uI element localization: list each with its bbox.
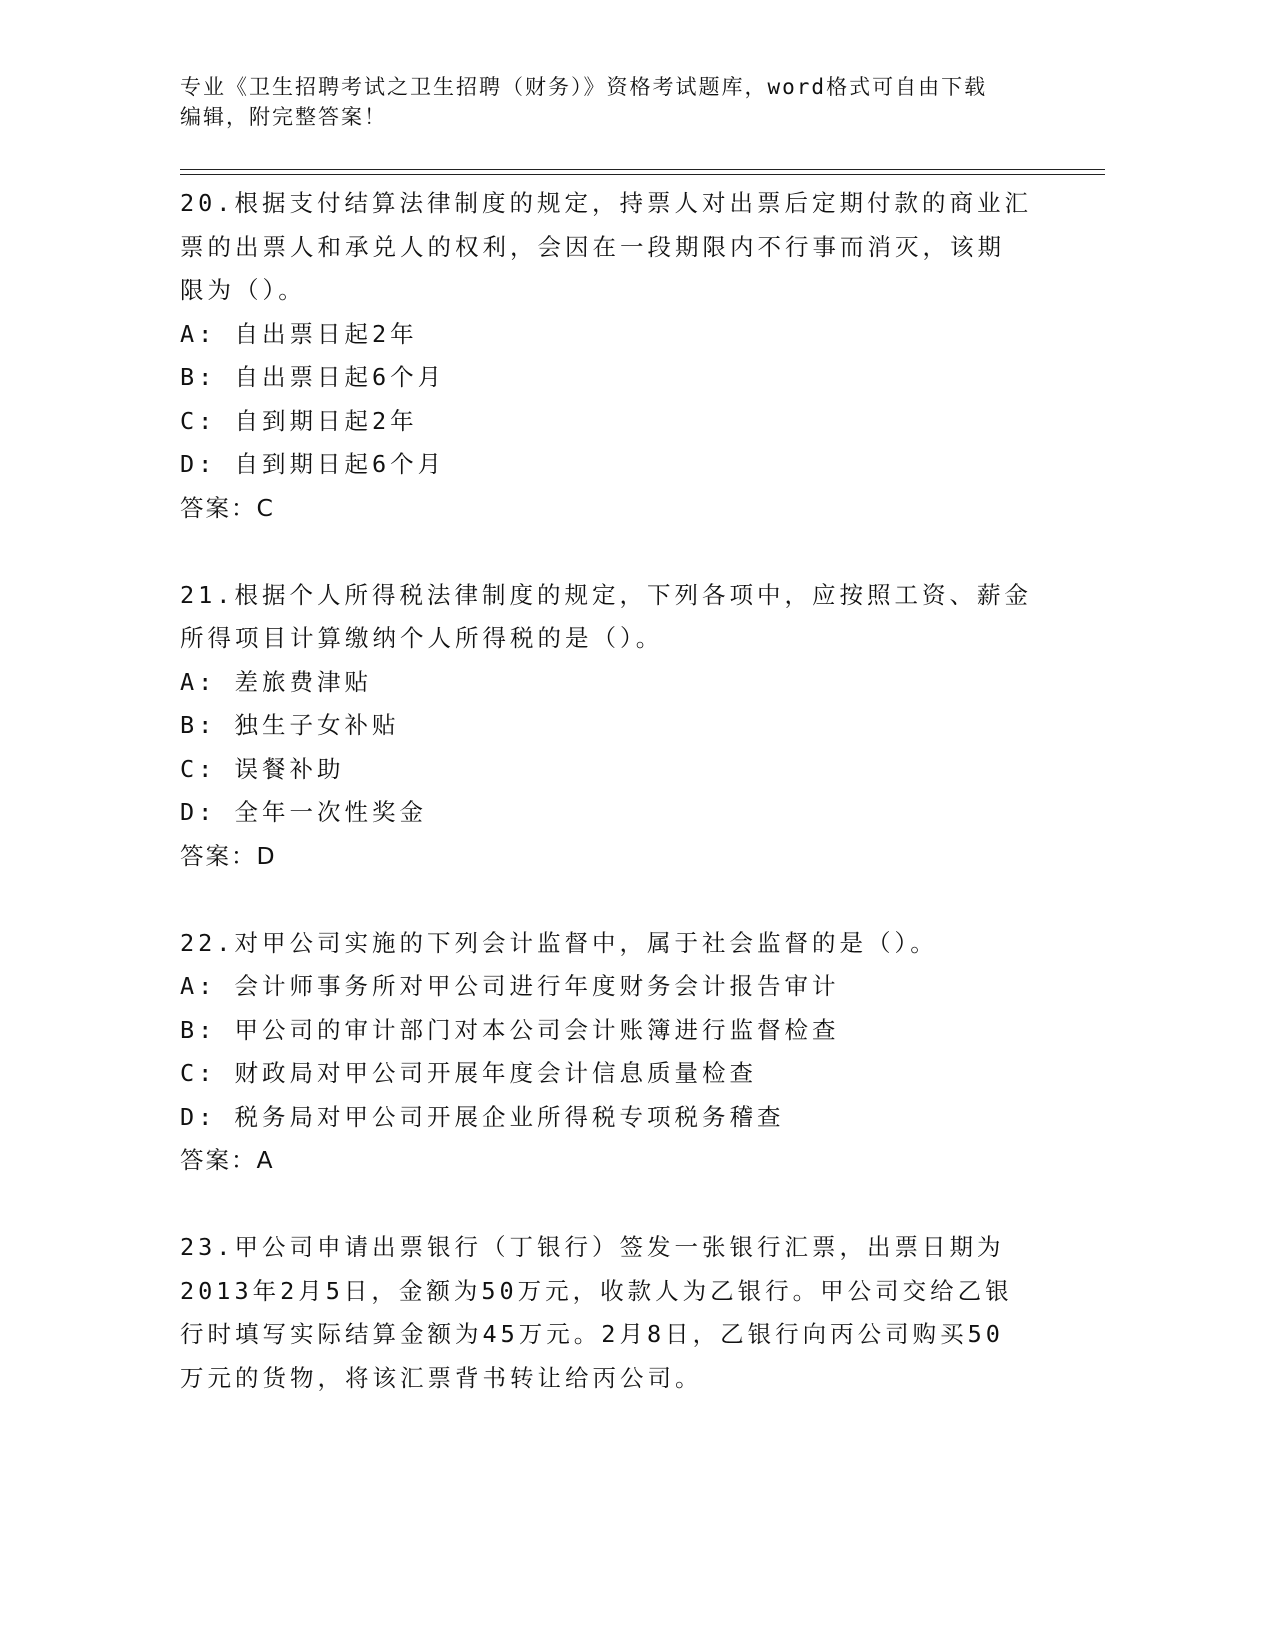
option-a: A: 差旅费津贴 [180,667,372,696]
header-line-1: 专业《卫生招聘考试之卫生招聘（财务）》资格考试题库，word格式可自由下载 [180,75,988,99]
question-stem-line: 行时填写实际结算金额为45万元。2月8日，乙银行向丙公司购买50 [180,1320,1004,1348]
question-stem-line: 23.甲公司申请出票银行（丁银行）签发一张银行汇票，出票日期为 [180,1233,1005,1261]
question-stem-line: 万元的货物，将该汇票背书转让给丙公司。 [180,1363,703,1392]
question-23 [180,1226,1080,1400]
question-stem-line: 票的出票人和承兑人的权利，会因在一段期限内不行事而消灭，该期 [180,232,1005,261]
question-stem-line: 2013年2月5日，金额为50万元，收款人为乙银行。甲公司交给乙银 [180,1276,1013,1305]
option-a: A: 会计师事务所对甲公司进行年度财务会计报告审计 [180,972,840,1000]
option-d: D: 税务局对甲公司开展企业所得税专项税务稽查 [180,1102,785,1131]
question-stem-line: 22.对甲公司实施的下列会计监督中，属于社会监督的是（）。 [180,928,938,957]
option-b: B: 独生子女补贴 [180,711,400,739]
answer-line: 答案：D [180,841,277,870]
question-21 [180,574,1080,922]
question-22 [180,922,1080,1227]
answer-line: 答案：A [180,1146,275,1174]
question-list [180,182,1080,1400]
answer-line: 答案：C [180,493,275,522]
option-b: B: 甲公司的审计部门对本公司会计账簿进行监督检查 [180,1015,840,1044]
option-a: A: 自出票日起2年 [180,319,418,348]
question-stem-line: 20.根据支付结算法律制度的规定，持票人对出票后定期付款的商业汇 [180,189,1032,217]
option-d: D: 自到期日起6个月 [180,450,446,478]
document-header [180,72,1060,132]
header-line-2: 编辑，附完整答案！ [180,105,387,129]
question-stem-line: 所得项目计算缴纳个人所得税的是（）。 [180,624,664,652]
option-c: C: 自到期日起2年 [180,406,418,435]
header-rule-bottom [180,174,1105,175]
question-20 [180,182,1080,574]
option-c: C: 误餐补助 [180,754,345,783]
option-c: C: 财政局对甲公司开展年度会计信息质量检查 [180,1059,757,1087]
question-stem-line: 21.根据个人所得税法律制度的规定，下列各项中，应按照工资、薪金 [180,580,1032,609]
option-d: D: 全年一次性奖金 [180,798,427,826]
option-b: B: 自出票日起6个月 [180,363,446,391]
header-rule-top [180,169,1105,170]
question-stem-line: 限为（）。 [180,276,306,304]
